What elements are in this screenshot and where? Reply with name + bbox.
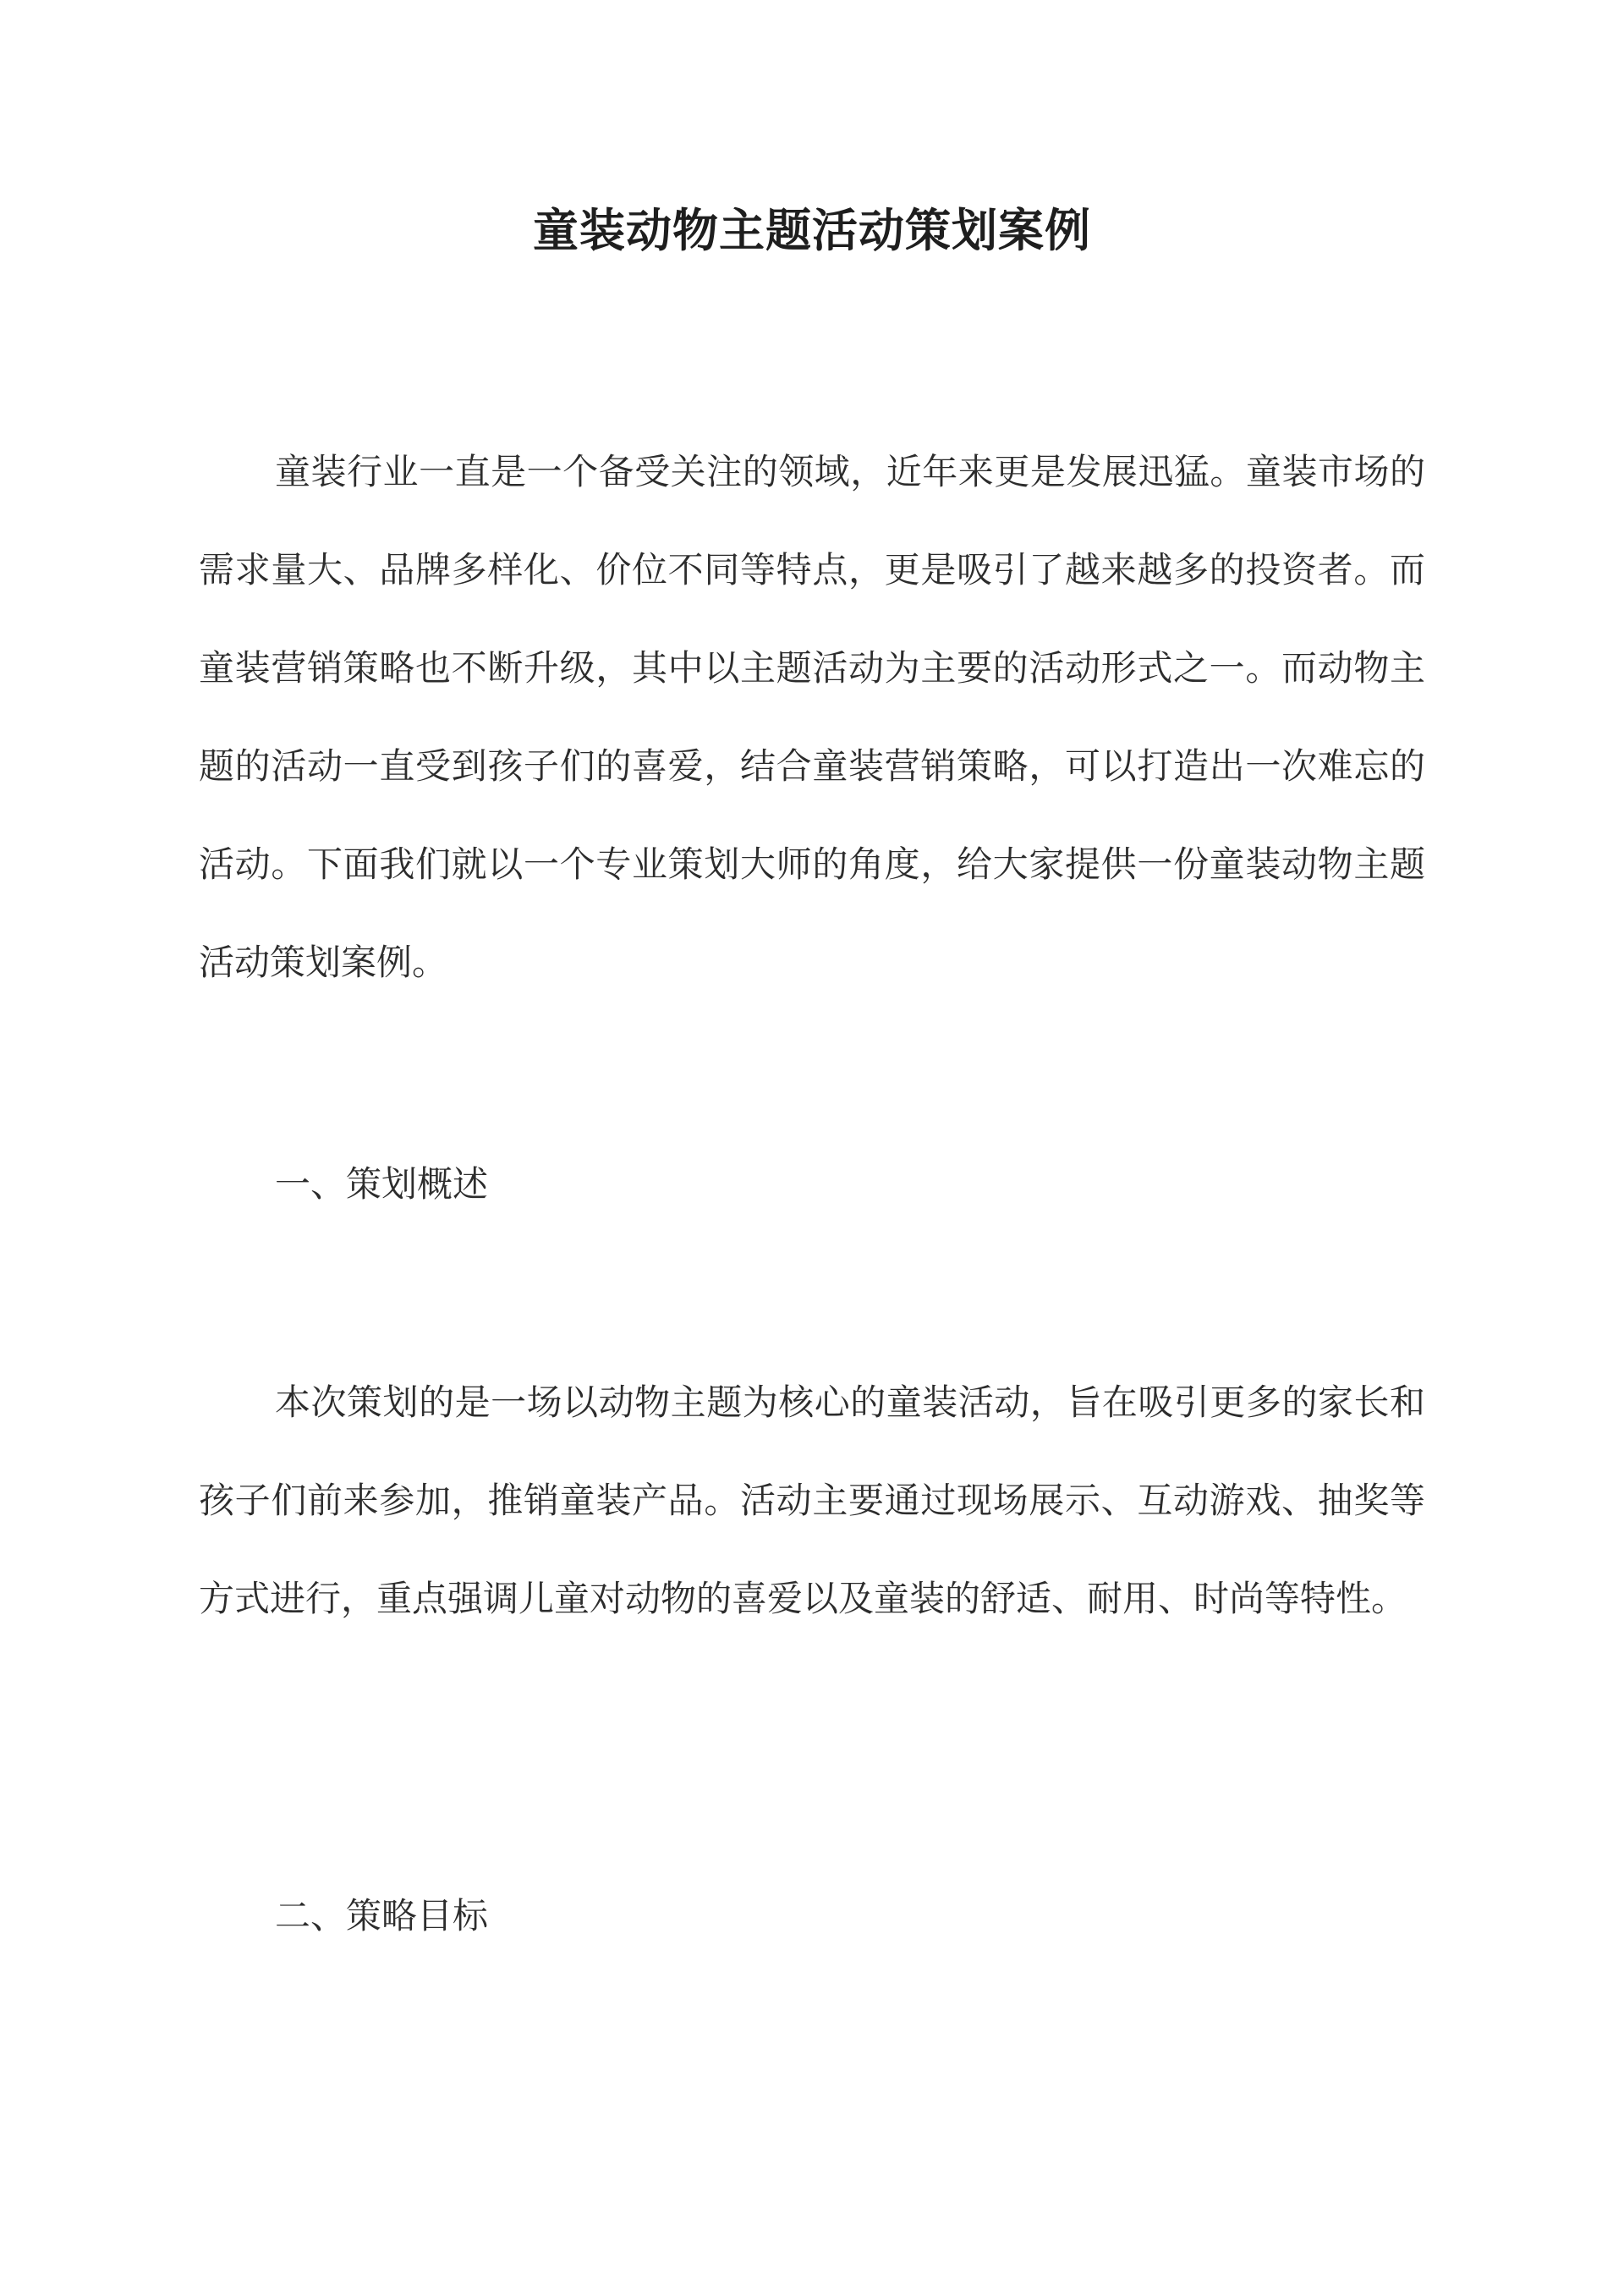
section-heading-goals: 二、策略目标 <box>275 1895 489 1936</box>
section-heading-overview: 一、策划概述 <box>275 1163 489 1205</box>
document-title: 童装动物主题活动策划案例 <box>533 203 1091 257</box>
overview-paragraph: 本次策划的是一场以动物主题为核心的童装活动，旨在吸引更多的家长和孩子们前来参加，推销童装产品。活动主要通过现场展示、互动游戏、抽奖等方式进行，重点强调儿童对动物的喜爱以及童装的舒适、耐用、时尚等特性。 <box>199 1381 1425 1619</box>
intro-paragraph: 童装行业一直是一个备受关注的领域，近年来更是发展迅猛。童装市场的需求量大、品牌多样化、价位不同等特点，更是吸引了越来越多的投资者。而童装营销策略也不断升级，其中以主题活动为主要的活动形式之一。而动物主题的活动一直受到孩子们的喜爱，结合童装营销策略，可以打造出一次难忘的活动。下面我们就以一个专业策划大师的角度，给大家提供一份童装动物主题活动策划案例。 <box>199 451 1425 983</box>
